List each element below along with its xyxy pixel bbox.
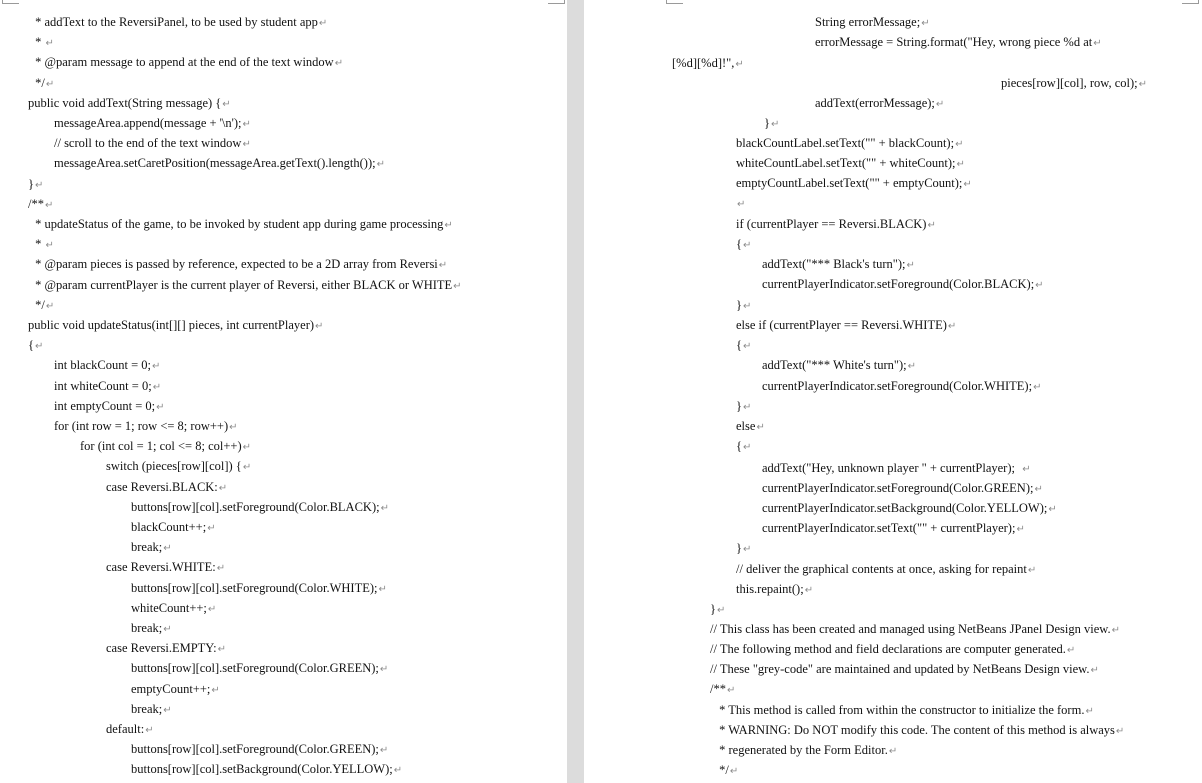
code-line: [736, 582, 813, 596]
code-line: [131, 520, 216, 534]
paragraph-mark-icon: ↵: [888, 746, 898, 757]
code-line: [716, 743, 897, 757]
paragraph-mark-icon: ↵: [771, 119, 780, 130]
code-line-text: switch (pieces[row][col]) {: [106, 459, 242, 474]
code-line: [736, 298, 751, 312]
code-line-text: blackCountLabel.setText("" + blackCount);: [736, 136, 955, 150]
code-line-text: emptyCountLabel.setText("" + emptyCount);: [736, 176, 963, 190]
code-line-text: /**: [710, 682, 726, 696]
code-line-text: String errorMessage;: [815, 15, 921, 29]
code-line: [672, 56, 744, 70]
code-line: [736, 419, 765, 433]
code-line: [762, 358, 916, 372]
paragraph-mark-icon: ↵: [35, 341, 44, 353]
code-line-text: pieces[row][col], row, col);: [1001, 76, 1138, 90]
paragraph-mark-icon: ↵: [735, 59, 744, 70]
code-line-text: whiteCount++;: [131, 600, 207, 615]
paragraph-mark-icon: ↵: [380, 502, 389, 514]
code-line-text: buttons[row][col].setForeground(Color.GREEN);: [131, 742, 379, 757]
code-line-text: this.repaint();: [736, 582, 804, 596]
code-line-text: {: [736, 237, 742, 251]
page-corner-mark: [1182, 0, 1199, 4]
code-line-text: for (int col = 1; col <= 8; col++): [80, 439, 242, 454]
paragraph-mark-icon: ↵: [376, 159, 385, 171]
paragraph-mark-icon: ↵: [216, 563, 226, 575]
code-line-text: default:: [106, 722, 145, 736]
code-line-text: buttons[row][col].setForeground(Color.GREEN);: [131, 661, 379, 676]
code-line: [32, 298, 54, 312]
code-line-text: */: [716, 763, 729, 777]
code-line: [32, 257, 447, 271]
paragraph-mark-icon: ↵: [318, 18, 328, 29]
code-line-text: *: [32, 35, 45, 50]
paragraph-mark-icon: ↵: [1016, 524, 1025, 535]
code-line: [762, 481, 1043, 495]
code-line-text: /**: [28, 196, 44, 211]
code-line-text: // deliver the graphical contents at once, asking for repaint: [736, 562, 1027, 576]
paragraph-mark-icon: ↵: [743, 301, 752, 312]
paragraph-mark-icon: ↵: [955, 139, 964, 150]
paragraph-mark-icon: ↵: [1022, 464, 1031, 475]
code-line: [736, 136, 963, 150]
code-line-text: * WARNING: Do NOT modify this code. The content of this method is always: [716, 723, 1115, 737]
code-line-text: }: [710, 602, 716, 616]
code-line-text: * addText to the ReversiPanel, to be used by student app: [32, 15, 318, 29]
code-line-text: errorMessage = String.format("Hey, wrong piece %d at: [815, 35, 1093, 49]
code-line-text: break;: [131, 701, 163, 716]
code-line: [762, 461, 1031, 475]
paragraph-mark-icon: ↵: [217, 644, 227, 656]
paragraph-mark-icon: ↵: [45, 38, 54, 50]
code-line: [54, 136, 251, 150]
paragraph-mark-icon: ↵: [211, 684, 220, 696]
code-line: [54, 419, 238, 433]
code-line-text: }: [764, 116, 770, 130]
code-line: [736, 318, 956, 332]
code-line: [716, 763, 738, 777]
paragraph-mark-icon: ↵: [35, 179, 44, 191]
paragraph-mark-icon: ↵: [229, 422, 238, 433]
paragraph-mark-icon: ↵: [393, 765, 403, 777]
code-line: [736, 399, 751, 413]
code-line-text: * @param pieces is passed by reference, expected to be a 2D array from Reversi: [32, 257, 438, 272]
code-line: [131, 661, 388, 675]
paragraph-mark-icon: ↵: [743, 402, 752, 413]
paragraph-mark-icon: ↵: [743, 544, 752, 555]
code-line-text: currentPlayerIndicator.setText("" + currentPlayer);: [762, 521, 1016, 535]
code-line: [762, 277, 1044, 291]
code-line: [131, 540, 172, 554]
paragraph-mark-icon: ↵: [378, 583, 387, 595]
code-line: [28, 96, 231, 110]
paragraph-mark-icon: ↵: [379, 745, 389, 757]
paragraph-mark-icon: ↵: [207, 523, 216, 534]
code-line-text: addText("*** White's turn");: [762, 358, 907, 372]
code-line-text: int whiteCount = 0;: [54, 378, 152, 393]
code-line: [131, 601, 216, 615]
code-line-text: */: [32, 75, 45, 90]
code-line: [1001, 76, 1147, 90]
code-line: [736, 338, 751, 352]
code-line-text: int emptyCount = 0;: [54, 398, 156, 413]
code-line-text: }: [736, 541, 742, 555]
code-line: [32, 15, 327, 29]
code-line-text: break;: [131, 540, 163, 555]
code-line: [131, 581, 387, 595]
code-line-text: if (currentPlayer == Reversi.BLACK): [736, 217, 927, 231]
code-line: [106, 480, 227, 494]
code-line: [736, 439, 751, 453]
code-line: [131, 500, 389, 514]
code-line: [762, 521, 1025, 535]
code-line: [106, 560, 225, 574]
paragraph-mark-icon: ↵: [1115, 726, 1125, 737]
code-line-text: * @param message to append at the end of the text window: [32, 55, 334, 70]
code-line: [736, 562, 1036, 576]
code-line-text: {: [736, 439, 742, 453]
paragraph-mark-icon: ↵: [45, 240, 54, 252]
code-line: [131, 621, 172, 635]
code-line: [54, 156, 385, 170]
code-line-text: * regenerated by the Form Editor.: [716, 743, 888, 757]
code-line-text: [%d][%d]!",: [672, 56, 735, 70]
code-line-text: // The following method and field declarations are computer generated.: [710, 642, 1066, 656]
code-line: [710, 642, 1075, 656]
code-line-text: public void updateStatus(int[][] pieces, int currentPlayer): [28, 318, 315, 332]
code-line-text: }: [736, 399, 742, 413]
code-line-text: // scroll to the end of the text window: [54, 136, 242, 151]
code-line: [716, 723, 1124, 737]
code-line: [131, 682, 220, 696]
code-line: [736, 196, 745, 210]
code-line: [106, 641, 226, 655]
code-line-text: addText(errorMessage);: [815, 96, 935, 110]
paragraph-mark-icon: ↵: [334, 58, 344, 70]
code-line-text: * This method is called from within the constructor to initialize the form.: [716, 703, 1085, 717]
code-line-text: {: [28, 338, 34, 353]
code-line: [32, 35, 54, 49]
paragraph-mark-icon: ↵: [726, 685, 736, 696]
paragraph-mark-icon: ↵: [1138, 79, 1148, 90]
paragraph-mark-icon: ↵: [906, 260, 915, 271]
code-line-text: */: [32, 297, 45, 312]
code-line: [762, 257, 915, 271]
code-line-text: // This class has been created and managed using NetBeans JPanel Design view.: [710, 622, 1111, 636]
code-line-text: for (int row = 1; row <= 8; row++): [54, 419, 229, 433]
code-line-text: case Reversi.WHITE:: [106, 560, 216, 575]
code-line-text: case Reversi.EMPTY:: [106, 641, 217, 656]
paragraph-mark-icon: ↵: [163, 543, 172, 555]
paragraph-mark-icon: ↵: [1066, 645, 1076, 656]
code-line: [106, 722, 154, 736]
paragraph-mark-icon: ↵: [737, 199, 746, 210]
paragraph-mark-icon: ↵: [935, 99, 945, 110]
paragraph-mark-icon: ↵: [163, 704, 172, 716]
paragraph-mark-icon: ↵: [1085, 706, 1094, 717]
code-line: [80, 439, 251, 453]
paragraph-mark-icon: ↵: [145, 725, 154, 736]
paragraph-mark-icon: ↵: [804, 585, 814, 596]
code-line-text: messageArea.setCaretPosition(messageArea.getText().length());: [54, 156, 376, 171]
code-line: [54, 399, 165, 413]
paragraph-mark-icon: ↵: [242, 139, 251, 151]
code-line-text: case Reversi.BLACK:: [106, 479, 218, 494]
code-line-text: currentPlayerIndicator.setForeground(Color.GREEN);: [762, 481, 1034, 495]
code-line-text: public void addText(String message) {: [28, 95, 222, 110]
paragraph-mark-icon: ↵: [222, 98, 231, 110]
code-line-text: * @param currentPlayer is the current player of Reversi, either BLACK or WHITE: [32, 277, 453, 292]
paragraph-mark-icon: ↵: [907, 361, 917, 372]
code-line: [710, 662, 1099, 676]
code-line-text: * updateStatus of the game, to be invoked by student app during game processing: [32, 217, 444, 231]
code-line: [32, 278, 462, 292]
code-line: [32, 76, 54, 90]
paragraph-mark-icon: ↵: [1111, 625, 1120, 636]
code-line-text: addText("*** Black's turn");: [762, 257, 906, 271]
code-line: [131, 762, 402, 776]
page-corner-mark: [666, 0, 683, 4]
paragraph-mark-icon: ↵: [1033, 382, 1042, 393]
code-line-text: whiteCountLabel.setText("" + whiteCount);: [736, 156, 956, 170]
code-line-text: *: [32, 237, 45, 252]
code-line-text: currentPlayerIndicator.setForeground(Color.WHITE);: [762, 379, 1033, 393]
paragraph-mark-icon: ↵: [152, 381, 162, 393]
paragraph-mark-icon: ↵: [379, 664, 389, 676]
paragraph-mark-icon: ↵: [207, 603, 217, 615]
code-line: [736, 541, 751, 555]
paragraph-mark-icon: ↵: [756, 422, 765, 433]
paragraph-mark-icon: ↵: [743, 442, 752, 453]
paragraph-mark-icon: ↵: [1027, 565, 1037, 576]
code-line: [106, 459, 251, 473]
code-line: [710, 622, 1120, 636]
paragraph-mark-icon: ↵: [729, 766, 739, 777]
code-line: [131, 742, 388, 756]
paragraph-mark-icon: ↵: [242, 442, 251, 454]
paragraph-mark-icon: ↵: [927, 220, 936, 231]
code-line: [736, 156, 965, 170]
code-line: [28, 197, 53, 211]
code-line-text: blackCount++;: [131, 520, 207, 534]
code-line-text: addText("Hey, unknown player " + currentPlayer);: [762, 461, 1022, 475]
code-line-text: buttons[row][col].setForeground(Color.BLACK);: [131, 499, 380, 514]
page-corner-mark: [548, 0, 565, 4]
code-line-text: }: [736, 298, 742, 312]
paragraph-mark-icon: ↵: [921, 18, 930, 29]
paragraph-mark-icon: ↵: [151, 361, 161, 373]
paragraph-mark-icon: ↵: [453, 280, 462, 292]
code-line: [28, 177, 43, 191]
code-line: [28, 338, 43, 352]
code-line-text: // These "grey-code" are maintained and updated by NetBeans Design view.: [710, 662, 1090, 676]
code-line-text: else: [736, 419, 756, 433]
paragraph-mark-icon: ↵: [156, 401, 165, 413]
paragraph-mark-icon: ↵: [947, 321, 957, 332]
code-line-text: messageArea.append(message + '\n');: [54, 116, 242, 130]
paragraph-mark-icon: ↵: [743, 341, 752, 352]
paragraph-mark-icon: ↵: [218, 482, 228, 494]
code-line-text: buttons[row][col].setForeground(Color.WHITE);: [131, 580, 378, 595]
page-corner-mark: [2, 0, 19, 4]
code-line: [762, 501, 1057, 515]
code-line: [736, 217, 936, 231]
paragraph-mark-icon: ↵: [1048, 504, 1057, 515]
code-line: [28, 318, 323, 332]
document-page-right: [584, 0, 1202, 783]
paragraph-mark-icon: ↵: [963, 179, 972, 190]
code-line: [54, 358, 160, 372]
paragraph-mark-icon: ↵: [1090, 665, 1099, 676]
code-line-text: {: [736, 338, 742, 352]
paragraph-mark-icon: ↵: [315, 321, 324, 332]
code-line-text: int blackCount = 0;: [54, 358, 151, 373]
code-line: [710, 602, 725, 616]
code-line: [54, 379, 161, 393]
paragraph-mark-icon: ↵: [242, 462, 252, 474]
code-line: [32, 55, 343, 69]
code-line: [54, 116, 251, 130]
paragraph-mark-icon: ↵: [45, 78, 55, 90]
paragraph-mark-icon: ↵: [717, 605, 726, 616]
paragraph-mark-icon: ↵: [1035, 280, 1044, 291]
paragraph-mark-icon: ↵: [45, 300, 55, 312]
code-line: [710, 682, 735, 696]
code-line-text: else if (currentPlayer == Reversi.WHITE): [736, 318, 947, 332]
paragraph-mark-icon: ↵: [1093, 38, 1102, 49]
paragraph-mark-icon: ↵: [163, 624, 172, 635]
code-line: [736, 237, 751, 251]
code-line-text: emptyCount++;: [131, 681, 211, 696]
code-line-text: currentPlayerIndicator.setForeground(Color.BLACK);: [762, 277, 1035, 291]
paragraph-mark-icon: ↵: [44, 199, 54, 211]
code-line: [736, 176, 972, 190]
page-gap: [567, 0, 584, 783]
code-line: [716, 703, 1094, 717]
code-line-text: currentPlayerIndicator.setBackground(Color.YELLOW);: [762, 501, 1048, 515]
paragraph-mark-icon: ↵: [242, 119, 251, 130]
code-line-text: buttons[row][col].setBackground(Color.YELLOW);: [131, 762, 393, 777]
paragraph-mark-icon: ↵: [438, 260, 448, 272]
code-line: [815, 96, 944, 110]
paragraph-mark-icon: ↵: [1034, 484, 1043, 495]
paragraph-mark-icon: ↵: [743, 240, 752, 251]
code-line: [32, 217, 453, 231]
code-line-text: }: [28, 176, 34, 191]
code-line: [32, 237, 54, 251]
code-line: [815, 15, 930, 29]
code-line: [815, 35, 1102, 49]
code-line-text: break;: [131, 621, 163, 635]
code-line: [762, 379, 1041, 393]
code-line: [131, 702, 172, 716]
document-page-left: [0, 0, 567, 783]
paragraph-mark-icon: ↵: [444, 220, 453, 231]
code-line: [764, 116, 779, 130]
paragraph-mark-icon: ↵: [956, 159, 965, 170]
